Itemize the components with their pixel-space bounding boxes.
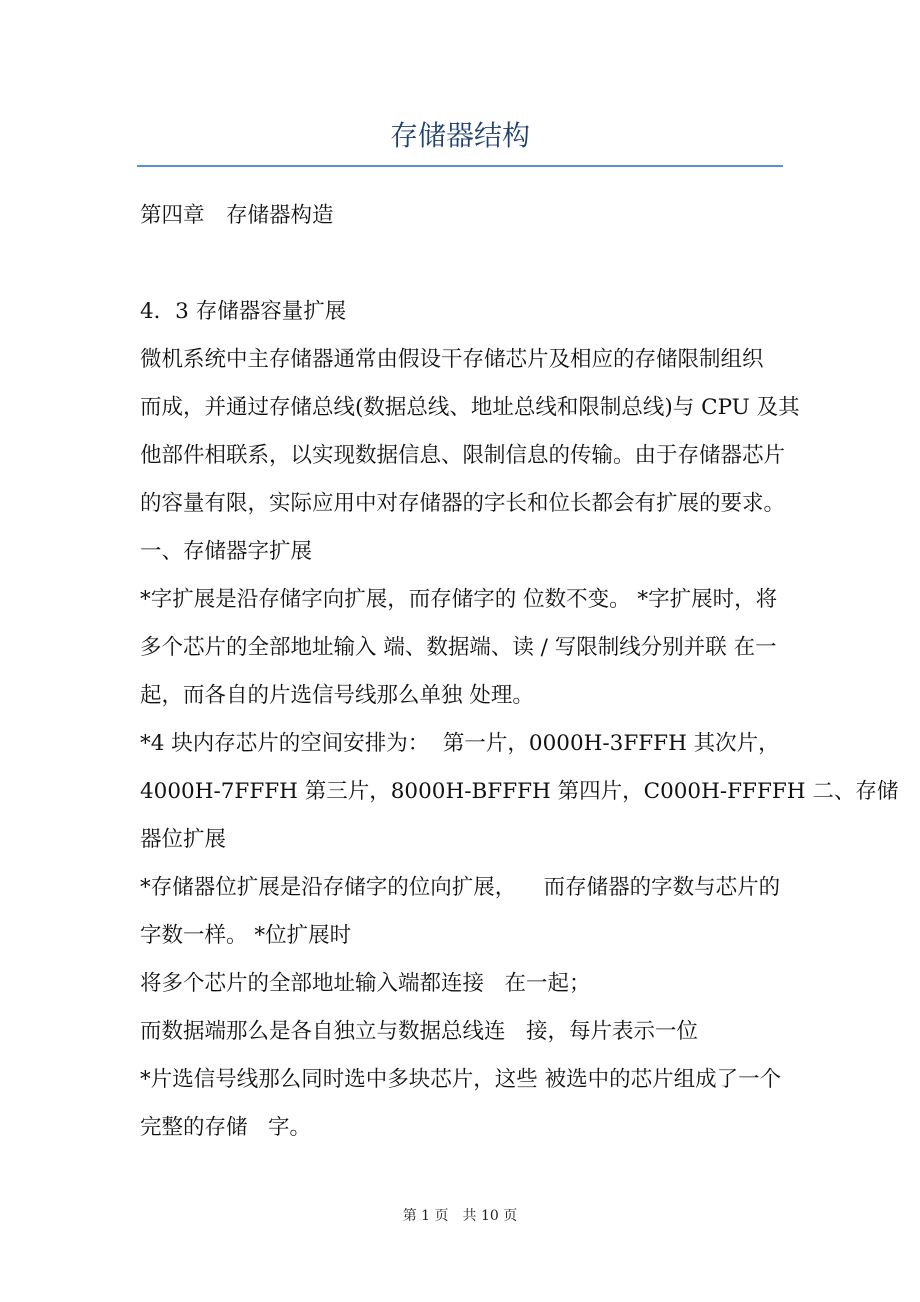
paragraph-line: 字数一样。 *位扩展时 (140, 923, 352, 948)
section-heading: 4．3 存储器容量扩展 (140, 299, 347, 324)
paragraph-line: 而数据端那么是各自独立与数据总线连 接，每片表示一位 (140, 1019, 699, 1044)
paragraph-line: 一、存储器字扩展 (140, 539, 313, 564)
paragraph-line: 器位扩展 (140, 827, 227, 852)
paragraph-line: 的容量有限，实际应用中对存储器的字长和位长都会有扩展的要求。 (140, 491, 786, 516)
paragraph-line: 完整的存储 字。 (140, 1115, 312, 1140)
paragraph-line: *存储器位扩展是沿存储字的位向扩展， 而存储器的字数与芯片的 (140, 875, 781, 900)
paragraph-line: *4 块内存芯片的空间安排为： 第一片，0000H-3FFFH 其次片， (140, 731, 780, 756)
title-divider (137, 165, 783, 167)
chapter-heading: 第四章 存储器构造 (140, 203, 334, 228)
paragraph-line: 微机系统中主存储器通常由假设干存储芯片及相应的存储限制组织 (140, 347, 764, 372)
paragraph-line: *片选信号线那么同时选中多块芯片，这些 被选中的芯片组成了一个 (140, 1067, 782, 1092)
paragraph-line: 他部件相联系，以实现数据信息、限制信息的传输。由于存储器芯片 (140, 443, 786, 468)
paragraph-line: 而成，并通过存储总线(数据总线、地址总线和限制总线)与 CPU 及其 (140, 395, 800, 420)
page-footer: 第 1 页 共 10 页 (402, 1208, 518, 1224)
paragraph-line: 起，而各自的片选信号线那么单独 处理。 (140, 683, 534, 708)
document-title: 存储器结构 (389, 119, 530, 152)
paragraph-line: 将多个芯片的全部地址输入端都连接 在一起； (140, 971, 591, 996)
paragraph-line: *字扩展是沿存储字向扩展，而存储字的 位数不变。 *字扩展时，将 (140, 587, 778, 612)
paragraph-line: 4000H-7FFFH 第三片，8000H-BFFFH 第四片，C000H-FFFFH 二、存储 (140, 779, 899, 804)
paragraph-line: 多个芯片的全部地址输入 端、数据端、读 / 写限制线分别并联 在一 (140, 635, 777, 660)
